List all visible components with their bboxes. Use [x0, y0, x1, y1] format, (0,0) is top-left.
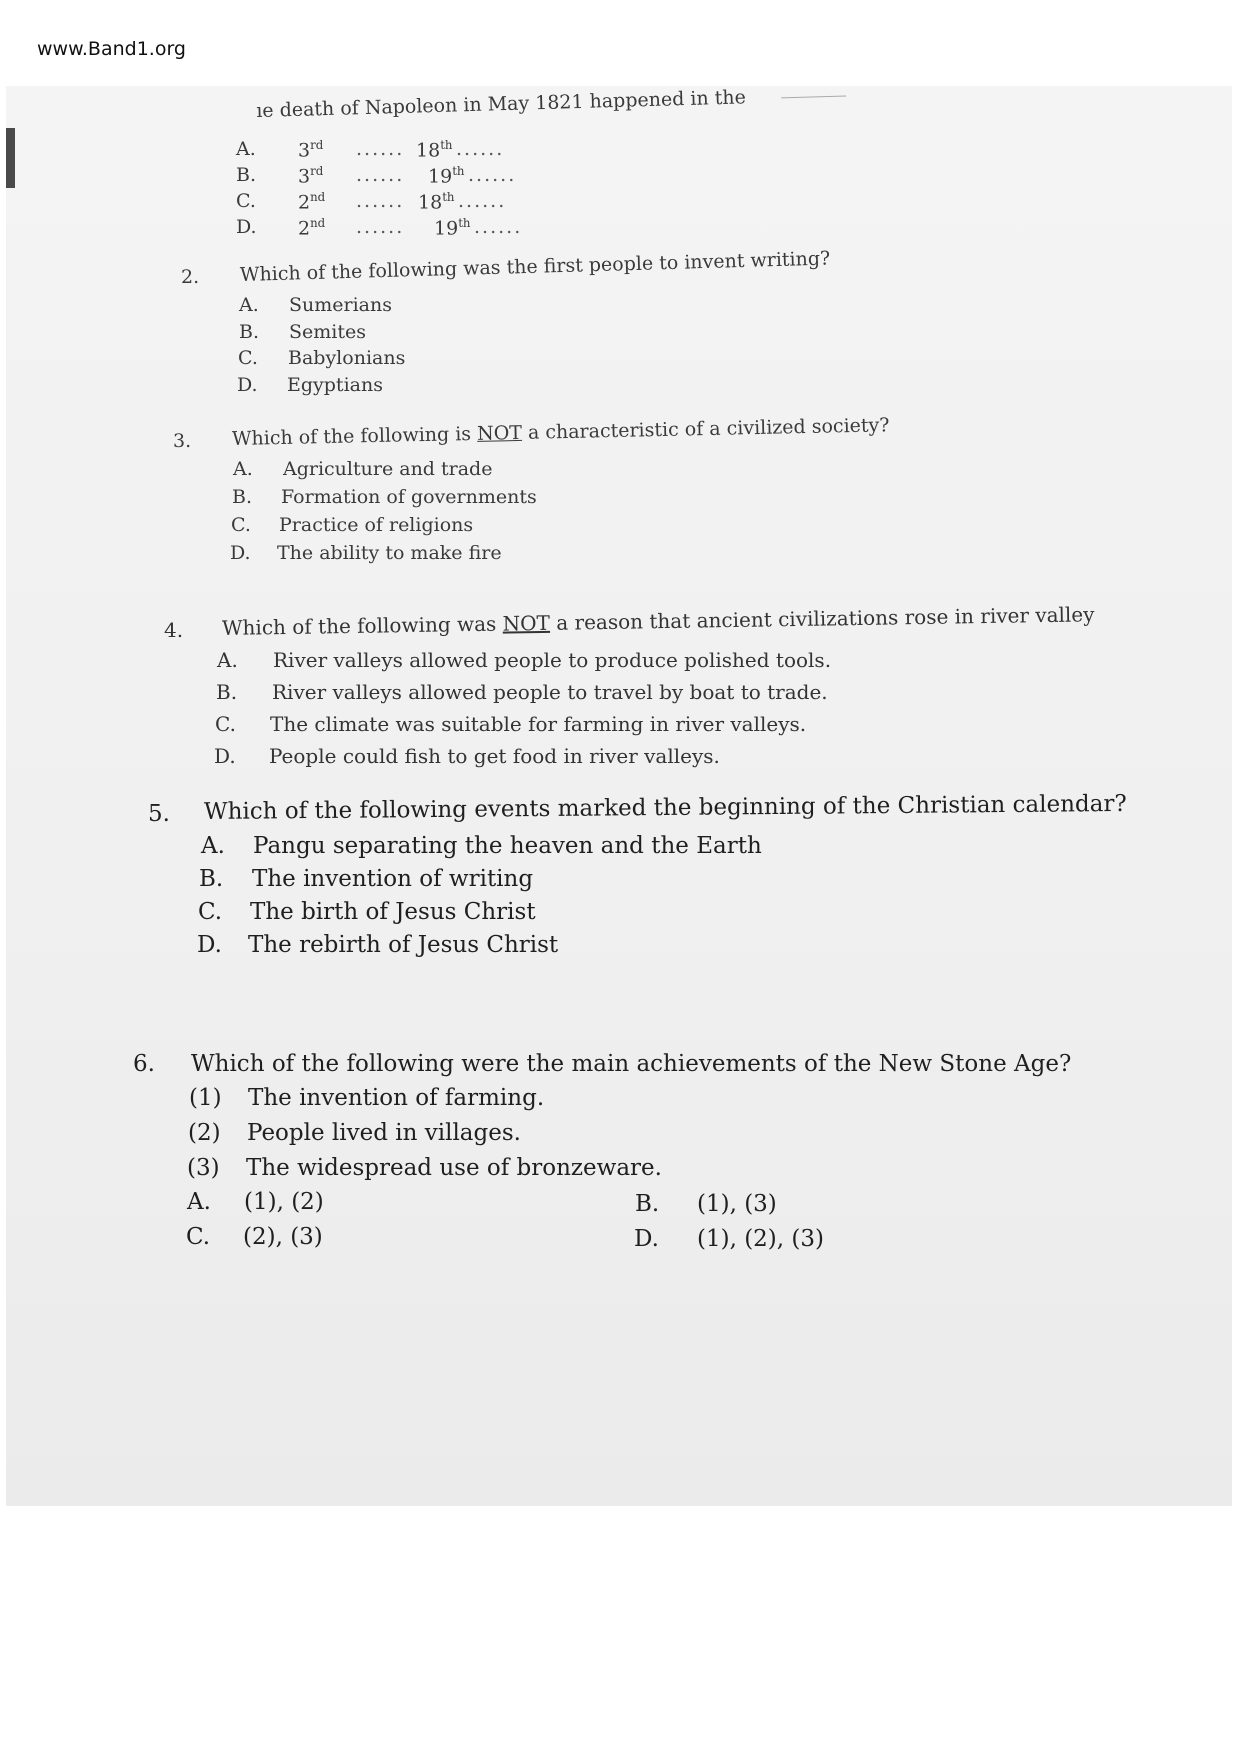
option-letter: A. [201, 833, 225, 859]
stem-text: Which of the following was [221, 611, 503, 640]
option-text: People could fish to get food in river valleys. [269, 744, 720, 768]
century: 19 [428, 165, 453, 188]
ordinal-suffix: rd [310, 164, 324, 178]
option-c [186, 1224, 323, 1250]
option-text: River valleys allowed people to produce polished tools. [273, 648, 832, 672]
option-letter: D. [214, 744, 236, 768]
option-text: The climate was suitable for farming in river valleys. [270, 712, 807, 736]
option-letter: A. [233, 458, 253, 480]
statement-text: People lived in villages. [247, 1120, 521, 1146]
option-d [237, 374, 383, 396]
stem-text: a reason that ancient civilizations rose in river valley [549, 602, 1095, 635]
option-letter: D. [634, 1226, 659, 1252]
option-letter: B. [232, 486, 253, 508]
century-suffix: th [452, 164, 465, 178]
question-number: 4. [164, 618, 184, 642]
statement-label: (3) [187, 1155, 220, 1181]
option-text: The rebirth of Jesus Christ [248, 932, 559, 958]
option-text: Agriculture and trade [283, 458, 493, 480]
option-letter: B. [216, 680, 238, 704]
option-text: (1), (2), (3) [697, 1226, 824, 1252]
option-letter: B. [199, 866, 224, 892]
option-text: The birth of Jesus Christ [250, 899, 536, 925]
option-text: (2), (3) [243, 1224, 323, 1250]
option-a [217, 648, 832, 672]
statement-1 [189, 1085, 545, 1111]
option-a [201, 833, 762, 859]
dots: ...... [356, 190, 405, 212]
option-letter: C. [186, 1224, 211, 1250]
option-d [230, 542, 502, 564]
statement-text: The invention of farming. [248, 1085, 545, 1111]
ordinal: 2 [298, 217, 311, 240]
stem-text: a characteristic of a civilized society? [521, 414, 890, 444]
option-text: Egyptians [287, 374, 383, 396]
statement-label: (1) [189, 1085, 222, 1111]
option-a [239, 294, 392, 316]
dots: ...... [458, 190, 507, 212]
statement-3 [187, 1155, 662, 1181]
option-d [236, 216, 523, 240]
option-letter: C. [215, 712, 236, 736]
option-d [197, 932, 559, 958]
option-letter: C. [198, 899, 223, 925]
statement-label: (2) [188, 1120, 221, 1146]
option-text: (1), (2) [244, 1189, 324, 1215]
option-d [214, 744, 720, 768]
question-stem [232, 414, 890, 450]
option-b [236, 164, 517, 188]
question-number: 5. [148, 801, 170, 827]
option-b [635, 1191, 777, 1217]
century-suffix: th [458, 216, 471, 230]
dots: ...... [356, 216, 405, 238]
ordinal: 3 [298, 139, 311, 162]
question-stem: Which of the following was the first people to invent writing? [239, 247, 831, 286]
site-url[interactable]: www.Band1.org [37, 38, 186, 60]
century-suffix: th [440, 138, 453, 152]
question-stem [222, 602, 1095, 640]
option-text: Babylonians [288, 347, 406, 369]
option-letter: D. [230, 542, 251, 564]
option-text: The invention of writing [252, 866, 534, 892]
option-letter: A. [187, 1189, 211, 1215]
statement-2 [188, 1120, 521, 1146]
option-text: Practice of religions [279, 514, 474, 536]
option-text: Sumerians [289, 294, 392, 316]
option-c [198, 899, 536, 925]
century: 19 [434, 217, 459, 240]
binding-mark [6, 128, 15, 188]
statement-text: The widespread use of bronzeware. [246, 1155, 662, 1181]
option-text: Formation of governments [281, 486, 537, 508]
option-text: (1), (3) [697, 1191, 777, 1217]
option-b [232, 486, 537, 508]
option-letter: D. [236, 216, 257, 238]
option-a [233, 458, 493, 480]
option-text: Pangu separating the heaven and the Earth [253, 833, 762, 859]
century: 18 [418, 191, 443, 214]
question-number: 2. [181, 266, 200, 288]
option-c [215, 712, 807, 736]
option-letter: C. [236, 190, 256, 212]
option-b [199, 866, 534, 892]
ordinal: 2 [298, 191, 311, 214]
option-a [236, 138, 505, 162]
option-c [231, 514, 474, 536]
dots: ...... [356, 164, 405, 186]
answer-blank [781, 96, 846, 99]
option-letter: D. [237, 374, 258, 396]
question-1-stem: ıe death of Napoleon in May 1821 happened in the [256, 86, 747, 122]
question-stem: Which of the following were the main achievements of the New Stone Age? [191, 1051, 1072, 1077]
option-letter: B. [239, 321, 260, 343]
scanned-exam-page [6, 86, 1232, 1506]
option-letter: B. [236, 164, 257, 186]
century-suffix: th [442, 190, 455, 204]
dots: ...... [474, 216, 523, 238]
option-b [216, 680, 828, 704]
option-letter: A. [217, 648, 238, 672]
option-text: Semites [289, 321, 366, 343]
ordinal: 3 [298, 165, 311, 188]
stem-emphasis: NOT [502, 610, 551, 636]
dots: ...... [356, 138, 405, 160]
question-number: 3. [173, 430, 192, 452]
ordinal-suffix: nd [310, 216, 326, 230]
option-d [634, 1226, 824, 1252]
ordinal-suffix: nd [310, 190, 326, 204]
stem-text: Which of the following is [231, 422, 478, 450]
dots: ...... [456, 138, 505, 160]
ordinal-suffix: rd [310, 138, 324, 152]
stem-emphasis: NOT [476, 421, 523, 445]
option-text: River valleys allowed people to travel by boat to trade. [272, 680, 828, 704]
option-text: The ability to make fire [277, 542, 502, 564]
option-b [239, 321, 366, 343]
option-c [236, 190, 507, 214]
option-letter: C. [238, 347, 258, 369]
question-stem: Which of the following events marked the beginning of the Christian calendar? [203, 790, 1127, 825]
option-letter: C. [231, 514, 251, 536]
century: 18 [416, 139, 441, 162]
option-letter: A. [236, 138, 256, 160]
question-number: 6. [133, 1051, 155, 1077]
dots: ...... [468, 164, 517, 186]
option-letter: A. [239, 294, 259, 316]
option-letter: B. [635, 1191, 660, 1217]
option-letter: D. [197, 932, 222, 958]
option-a [187, 1189, 324, 1215]
option-c [238, 347, 406, 369]
